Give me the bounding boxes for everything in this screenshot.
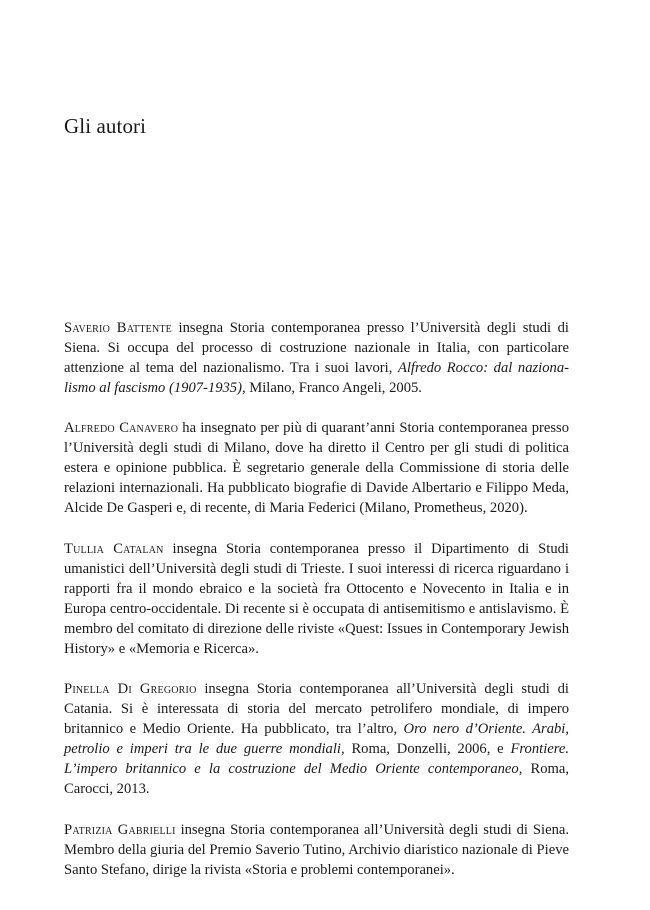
bio-text: , Roma, Carocci, 2013. bbox=[64, 761, 569, 797]
author-name: Patrizia Gabrielli bbox=[64, 822, 176, 838]
book-title: Oro nero d’Oriente. Arabi, petrolio e imperi tra le due guerre mondiali bbox=[64, 721, 570, 757]
author-bio bbox=[64, 418, 569, 518]
author-name: Alfredo Canavero bbox=[64, 420, 179, 436]
author-name: Pinella Di Gregorio bbox=[64, 681, 197, 697]
section-title: Gli autori bbox=[64, 114, 147, 138]
bio-text: , Roma, Donzelli, 2006, e bbox=[340, 741, 511, 757]
book-title: Alfredo Rocco: dal nazionalismo al fascismo (1907-1935) bbox=[64, 360, 569, 396]
author-bio bbox=[64, 679, 569, 799]
bio-text: insegna Storia contemporanea all’Università degli studi di Catania. Si è interessata di storia del mercato petrolifero mondiale, di impero britannico e Medio Oriente. Ha pubblicato, tra l’altro, bbox=[64, 681, 569, 737]
bio-text: insegna Storia contemporanea presso l’Università degli studi di Siena. Si occupa del processo di costruzione nazionale in Italia, con particolare attenzione al tema del nazionalismo. Tra i suoi lavori, bbox=[64, 320, 569, 376]
author-bio bbox=[64, 820, 569, 880]
bio-text: insegna Storia contemporanea presso il Dipartimento di Studi umanistici dell’Università degli studi di Trieste. I suoi interessi di ricerca riguardano i rapporti fra il mondo ebraico e la società fra Ottocento e Novecento in Italia e in Europa centro-occidentale. Di recente si è occupata di antisemitismo e antislavismo. È membro del comitato di direzione delle riviste «Quest: Issues in Contemporary Jewish History» e «Memoria e Ricerca». bbox=[64, 541, 569, 657]
author-bio bbox=[64, 318, 569, 398]
book-title: Frontiere. L’impero britannico e la costruzione del Medio Oriente contemporaneo bbox=[64, 741, 569, 777]
bio-text: , Milano, Franco Angeli, 2005. bbox=[241, 380, 422, 396]
bio-text: insegna Storia contemporanea all’Università degli studi di Siena. Membro della giuria del Premio Saverio Tutino, Archivio diaristico nazionale di Pieve Santo Stefano, dirige la rivista «Storia e problemi contemporanei». bbox=[64, 822, 569, 878]
author-bio bbox=[64, 539, 569, 659]
author-bio-list bbox=[64, 318, 569, 900]
author-name: Tullia Catalan bbox=[64, 541, 164, 557]
author-name: Saverio Battente bbox=[64, 320, 172, 336]
bio-text: ha insegnato per più di quarant’anni Storia contemporanea presso l’Università degli studi di Milano, dove ha diretto il Centro per gli studi di politica estera e opinione pubblica. È segretario generale della Commissione di storia delle relazioni internazionali. Ha pubblicato biografie di Davide Albertario e Filippo Meda, Alcide De Gasperi e, di recente, di Maria Federici (Milano, Prometheus, 2020). bbox=[64, 420, 569, 516]
